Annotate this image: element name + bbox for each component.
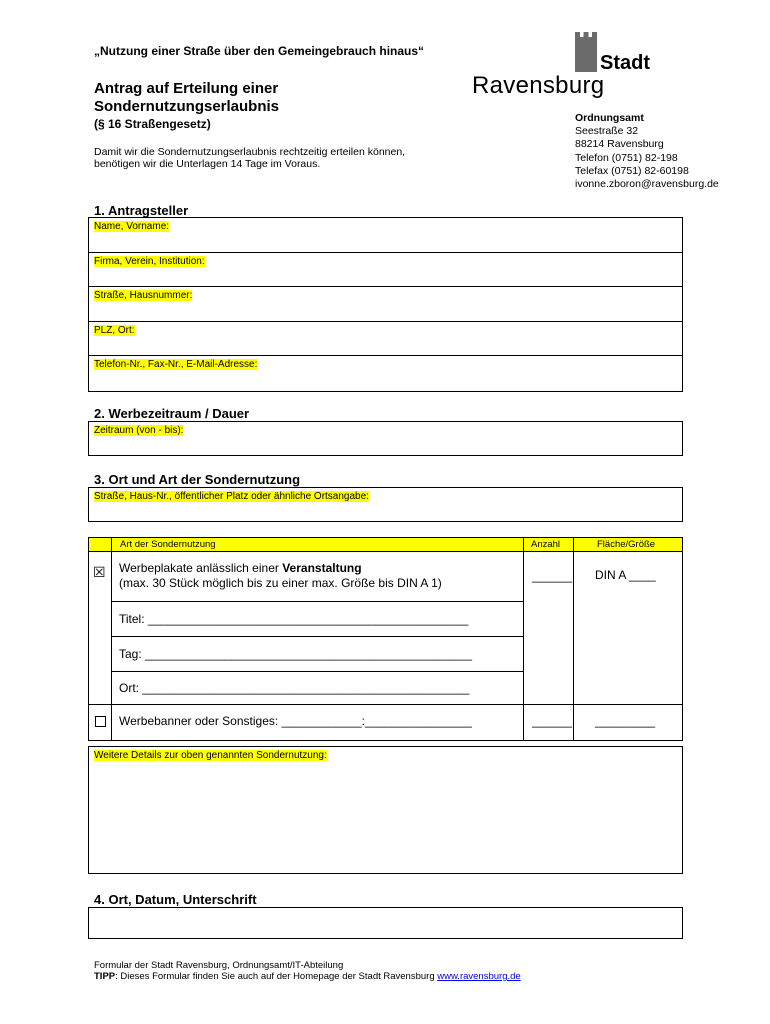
poster-checkbox[interactable]: ☒: [93, 564, 106, 580]
poster-option-label: [119, 561, 442, 591]
details-field-label: Weitere Details zur oben genannten Sondernutzung:: [94, 750, 327, 761]
poster-label-prefix: Werbeplakate anlässlich einer: [119, 561, 283, 575]
banner-checkbox[interactable]: [95, 716, 106, 727]
street-field-label: Straße, Hausnummer:: [94, 290, 193, 301]
office-street: Seestraße 32: [575, 125, 639, 138]
organization-field[interactable]: [89, 253, 682, 287]
banner-option-field[interactable]: Werbebanner oder Sonstiges: ____________:________________: [119, 714, 472, 728]
office-email[interactable]: ivonne.zboron@ravensburg.de: [575, 178, 719, 191]
applicant-fields: [88, 217, 683, 392]
footer-tipp-text: : Dieses Formular finden Sie auch auf der Homepage der Stadt Ravensburg: [115, 971, 438, 982]
poster-size-field[interactable]: DIN A ____: [595, 568, 656, 582]
section2-title: 2. Werbezeitraum / Dauer: [94, 406, 250, 421]
name-field-label: Name, Vorname:: [94, 221, 170, 232]
city-logo: [472, 32, 662, 98]
contact-field-label: Telefon-Nr., Fax-Nr., E-Mail-Adresse:: [94, 359, 258, 370]
office-fax: Telefax (0751) 82-60198: [575, 164, 689, 177]
section4-title: 4. Ort, Datum, Unterschrift: [94, 892, 257, 907]
banner-count-field[interactable]: ______: [532, 714, 573, 728]
footer-tipp-label: TIPP: [94, 971, 116, 982]
logo-ravensburg: Ravensburg: [472, 72, 605, 99]
form-subtitle: „Nutzung einer Straße über den Gemeingebrauch hinaus“: [94, 44, 425, 58]
zip-city-field[interactable]: [89, 322, 682, 356]
banner-size-field[interactable]: _________: [595, 714, 656, 728]
col-header-count: Anzahl: [531, 539, 561, 550]
footer-tipp: [94, 971, 521, 982]
castle-tower-icon: [575, 32, 597, 72]
col-header-area: Fläche/Größe: [597, 539, 656, 550]
details-field[interactable]: [88, 746, 683, 874]
signature-field[interactable]: [88, 907, 683, 939]
usage-table: [88, 537, 683, 741]
form-title-line1: Antrag auf Erteilung einer: [94, 80, 279, 97]
footer-line1: Formular der Stadt Ravensburg, Ordnungsamt/IT-Abteilung: [94, 960, 344, 971]
place-field[interactable]: Ort: _________________________________________________: [119, 681, 470, 695]
law-reference: (§ 16 Straßengesetz): [94, 117, 211, 131]
section1-title: 1. Antragsteller: [94, 203, 189, 218]
intro-line1: Damit wir die Sondernutzungserlaubnis rechtzeitig erteilen können,: [94, 146, 406, 158]
zip-city-field-label: PLZ, Ort:: [94, 325, 135, 336]
intro-line2: benötigen wir die Unterlagen 14 Tage im Voraus.: [94, 158, 321, 170]
organization-field-label: Firma, Verein, Institution:: [94, 256, 205, 267]
section3-title: 3. Ort und Art der Sondernutzung: [94, 472, 301, 487]
form-title-line2: Sondernutzungserlaubnis: [94, 98, 280, 115]
period-field[interactable]: [88, 421, 683, 456]
homepage-link[interactable]: www.ravensburg.de: [437, 971, 521, 982]
poster-count-field[interactable]: ______: [532, 569, 573, 583]
footer: [94, 960, 521, 982]
logo-stadt: Stadt: [600, 52, 650, 74]
period-field-label: Zeitraum (von - bis):: [94, 425, 184, 436]
poster-label-event: Veranstaltung: [282, 561, 362, 575]
office-city: 88214 Ravensburg: [575, 138, 664, 151]
location-field[interactable]: [88, 487, 683, 522]
office-phone: Telefon (0751) 82-198: [575, 151, 678, 164]
day-field[interactable]: Tag: _________________________________________________: [119, 647, 473, 661]
col-header-type: Art der Sondernutzung: [120, 539, 216, 550]
office-address: [575, 112, 719, 191]
office-name: Ordnungsamt: [575, 112, 644, 124]
poster-label-limit: (max. 30 Stück möglich bis zu einer max. Größe bis DIN A 1): [119, 576, 442, 590]
location-field-label: Straße, Haus-Nr., öffentlicher Platz oder ähnliche Ortsangabe:: [94, 491, 369, 502]
contact-field[interactable]: [89, 356, 682, 392]
name-field[interactable]: [89, 218, 682, 253]
title-field[interactable]: Titel: ________________________________________________: [119, 612, 469, 626]
street-field[interactable]: [89, 287, 682, 322]
